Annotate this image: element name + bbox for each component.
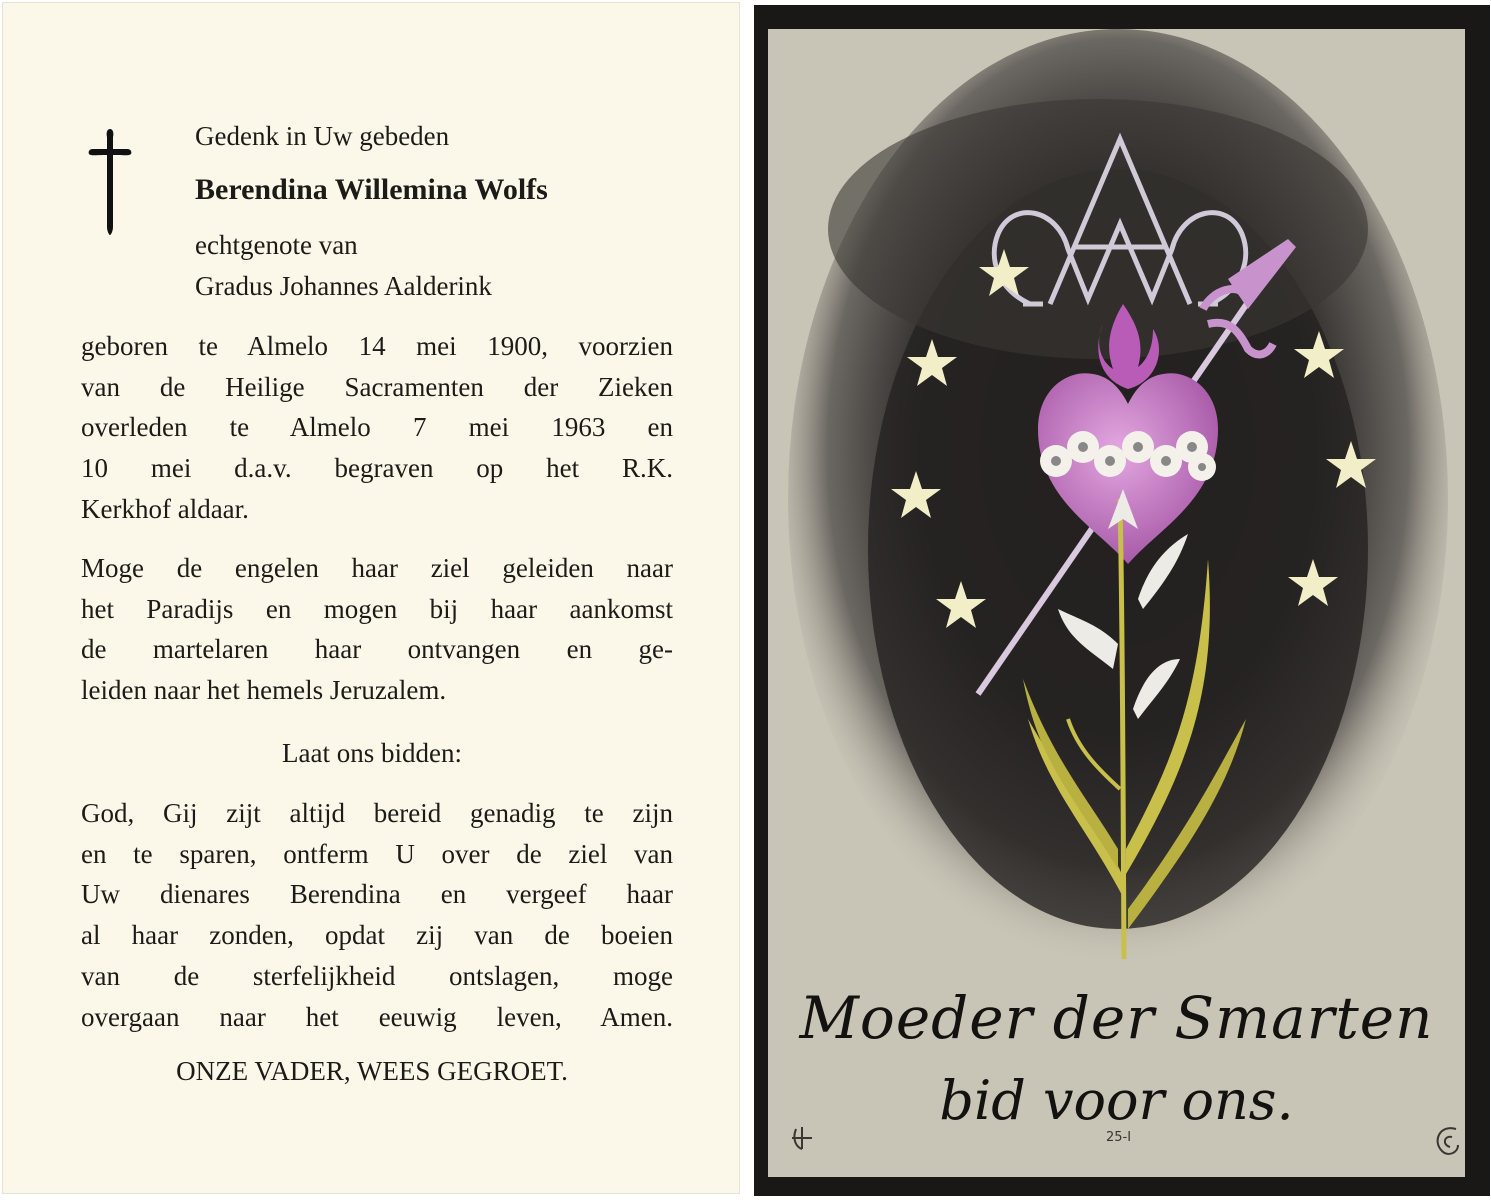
relation-line: echtgenote van [195,230,358,260]
prayer-line: God, Gij zijt altijd bereid genadig te zijn [81,798,673,828]
angels-line: het Paradijs en mogen bij haar aankomst [81,593,673,624]
prayer-line: al haar zonden, opdat zij van de boeien [81,920,673,951]
prayer-line: van de sterfelijkheid ontslagen, moge [81,960,673,991]
memorial-card-image-side [754,5,1490,1196]
angels-paragraph [81,548,673,711]
bio-line: Kerkhof aldaar. [81,493,249,524]
biography-paragraph [81,326,673,530]
spouse-name: Gradus Johannes Aalderink [195,271,492,301]
prayer-line: Uw dienares Berendina en vergeef haar [81,879,673,910]
bio-line: overleden te Almelo 7 mei 1963 en [81,412,673,443]
prayer-line: overgaan naar het eeuwig leven, Amen. [81,1001,673,1032]
angels-line: Moge de engelen haar ziel geleiden naar [81,553,673,583]
devotional-illustration [768,29,1465,1177]
angels-line: leiden naar het hemels Jeruzalem. [81,675,447,706]
prayer-line: en te sparen, ontferm U over de ziel van [81,838,673,869]
prayer-intro: Laat ons bidden: [282,738,462,768]
closing-line: ONZE VADER, WEES GEGROET. [176,1056,568,1086]
deceased-name: Berendina Willemina Wolfs [195,173,548,206]
opening-line: Gedenk in Uw gebeden [195,121,450,151]
bio-line: van de Heilige Sacramenten der Zieken [81,371,673,402]
prayer-paragraph [81,793,673,1037]
memorial-card-text-side [2,2,740,1194]
cross-icon [87,127,133,237]
caption-line-2: bid voor ons. [939,1069,1294,1132]
print-number: 25-I [1106,1130,1132,1145]
bio-line: geboren te Almelo 14 mei 1900, voorzien [81,331,673,361]
caption-line-1: Moeder der Smarten [799,984,1434,1052]
bio-line: 10 mei d.a.v. begraven op het R.K. [81,453,673,484]
angels-line: de martelaren haar ontvangen en ge- [81,634,673,665]
